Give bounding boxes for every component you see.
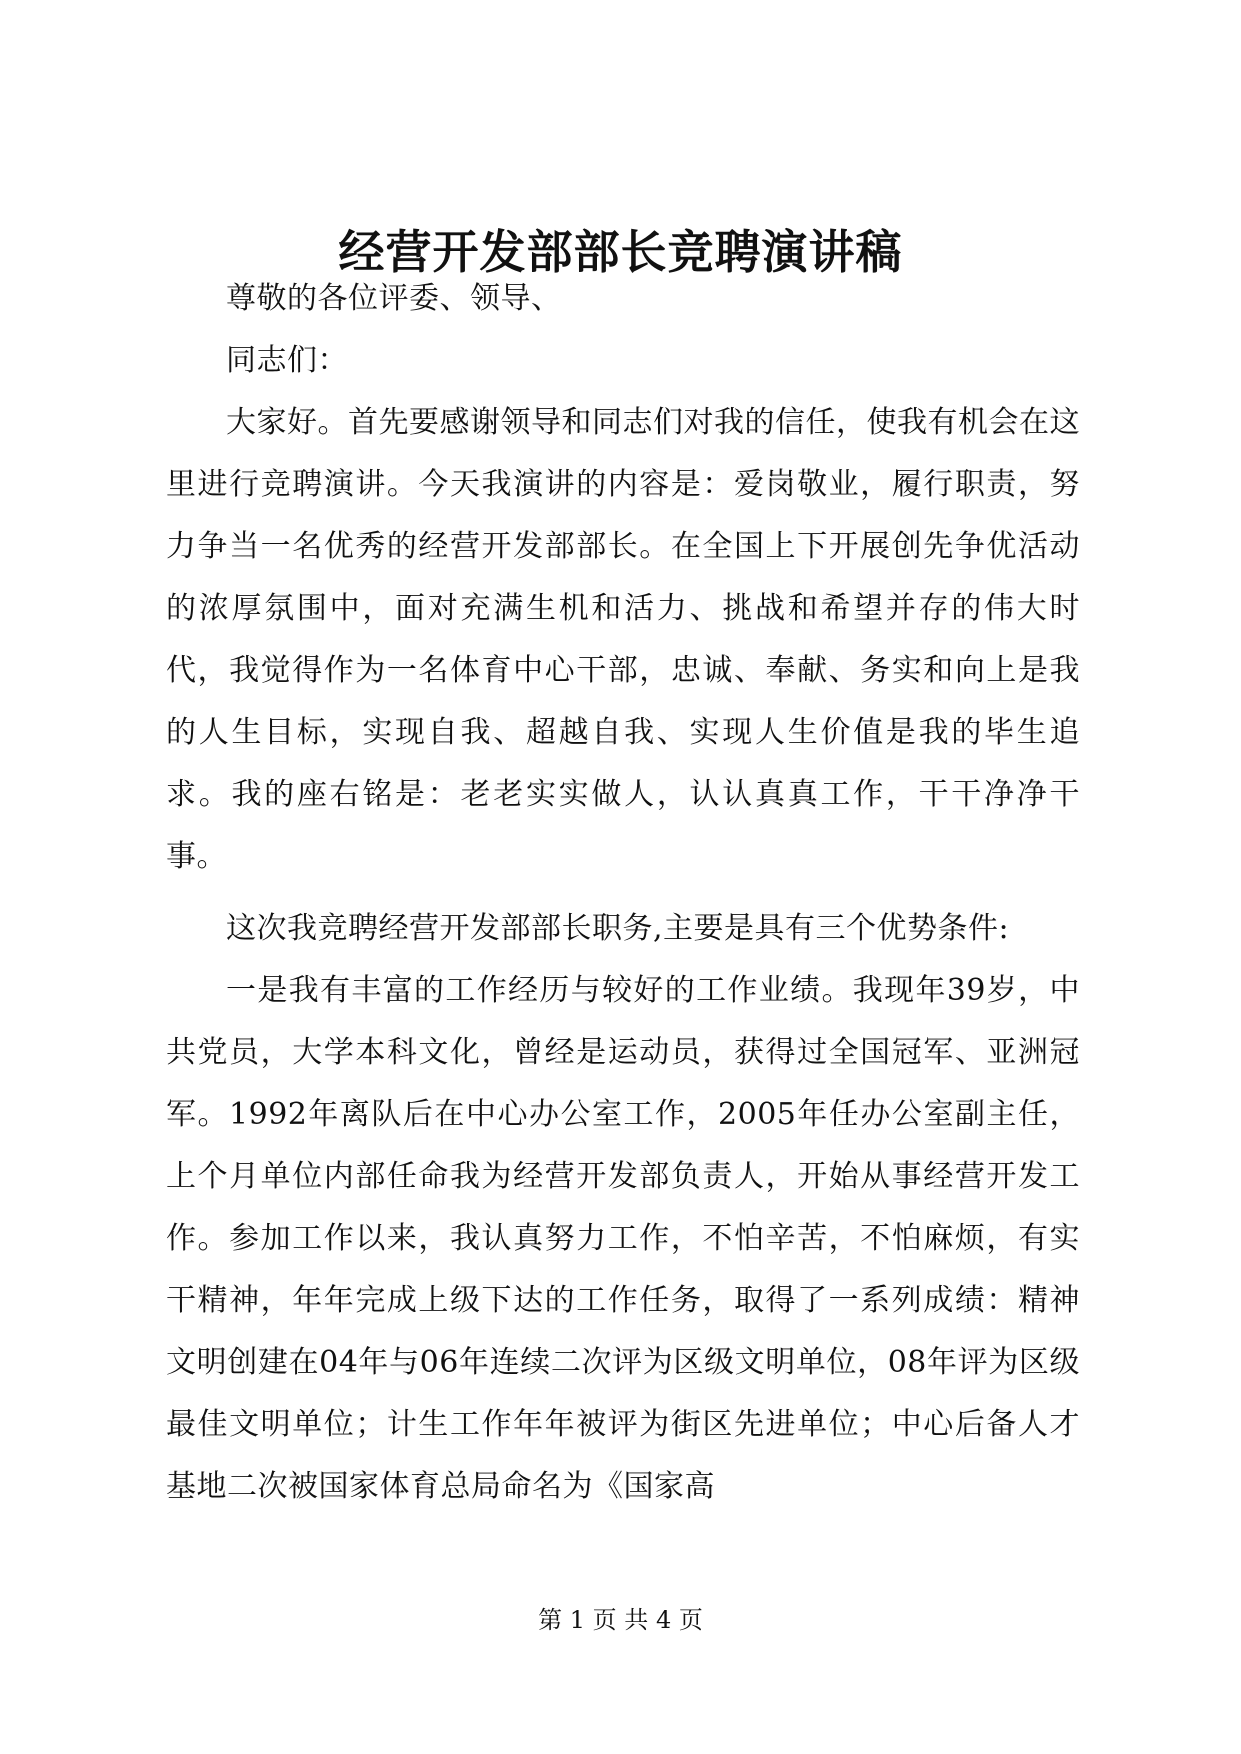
page-number-footer: 第 1 页 共 4 页 [538,1606,703,1634]
document-title: 经营开发部部长竞聘演讲稿 [338,225,903,279]
paragraph-salutation-2: 同志们： [226,343,348,378]
document-body [166,268,1080,1518]
paragraph-first-advantage: 一是我有丰富的工作经历与较好的工作业绩。我现年39岁，中共党员，大学本科文化，曾经是运动员，获得过全国冠军、亚洲冠军。1992年离队后在中心办公室工作，2005年任办公室副主任，上个月单位内部任命我为经营开发部负责人，开始从事经营开发工作。参加工作以来，我认真努力工作，不怕辛苦，不怕麻烦，有实干精神，年年完成上级下达的工作任务，取得了一系列成绩：精神文明创建在04年与06年连续二次评为区级文明单位，08年评为区级最佳文明单位；计生工作年年被评为街区先进单位；中心后备人才基地二次被国家体育总局命名为《国家高 [166,973,1080,1504]
paragraph-intro: 大家好。首先要感谢领导和同志们对我的信任，使我有机会在这里进行竞聘演讲。今天我演讲的内容是：爱岗敬业，履行职责，努力争当一名优秀的经营开发部部长。在全国上下开展创先争优活动的浓厚氛围中，面对充满生机和活力、挑战和希望并存的伟大时代，我觉得作为一名体育中心干部，忠诚、奉献、务实和向上是我的人生目标，实现自我、超越自我、实现人生价值是我的毕生追求。我的座右铭是：老老实实做人，认认真真工作，干干净净干事。 [166,405,1080,874]
paragraph-salutation-1: 尊敬的各位评委、领导、 [226,281,562,316]
paragraph-advantages: 这次我竞聘经营开发部部长职务,主要是具有三个优势条件: [226,911,1010,946]
